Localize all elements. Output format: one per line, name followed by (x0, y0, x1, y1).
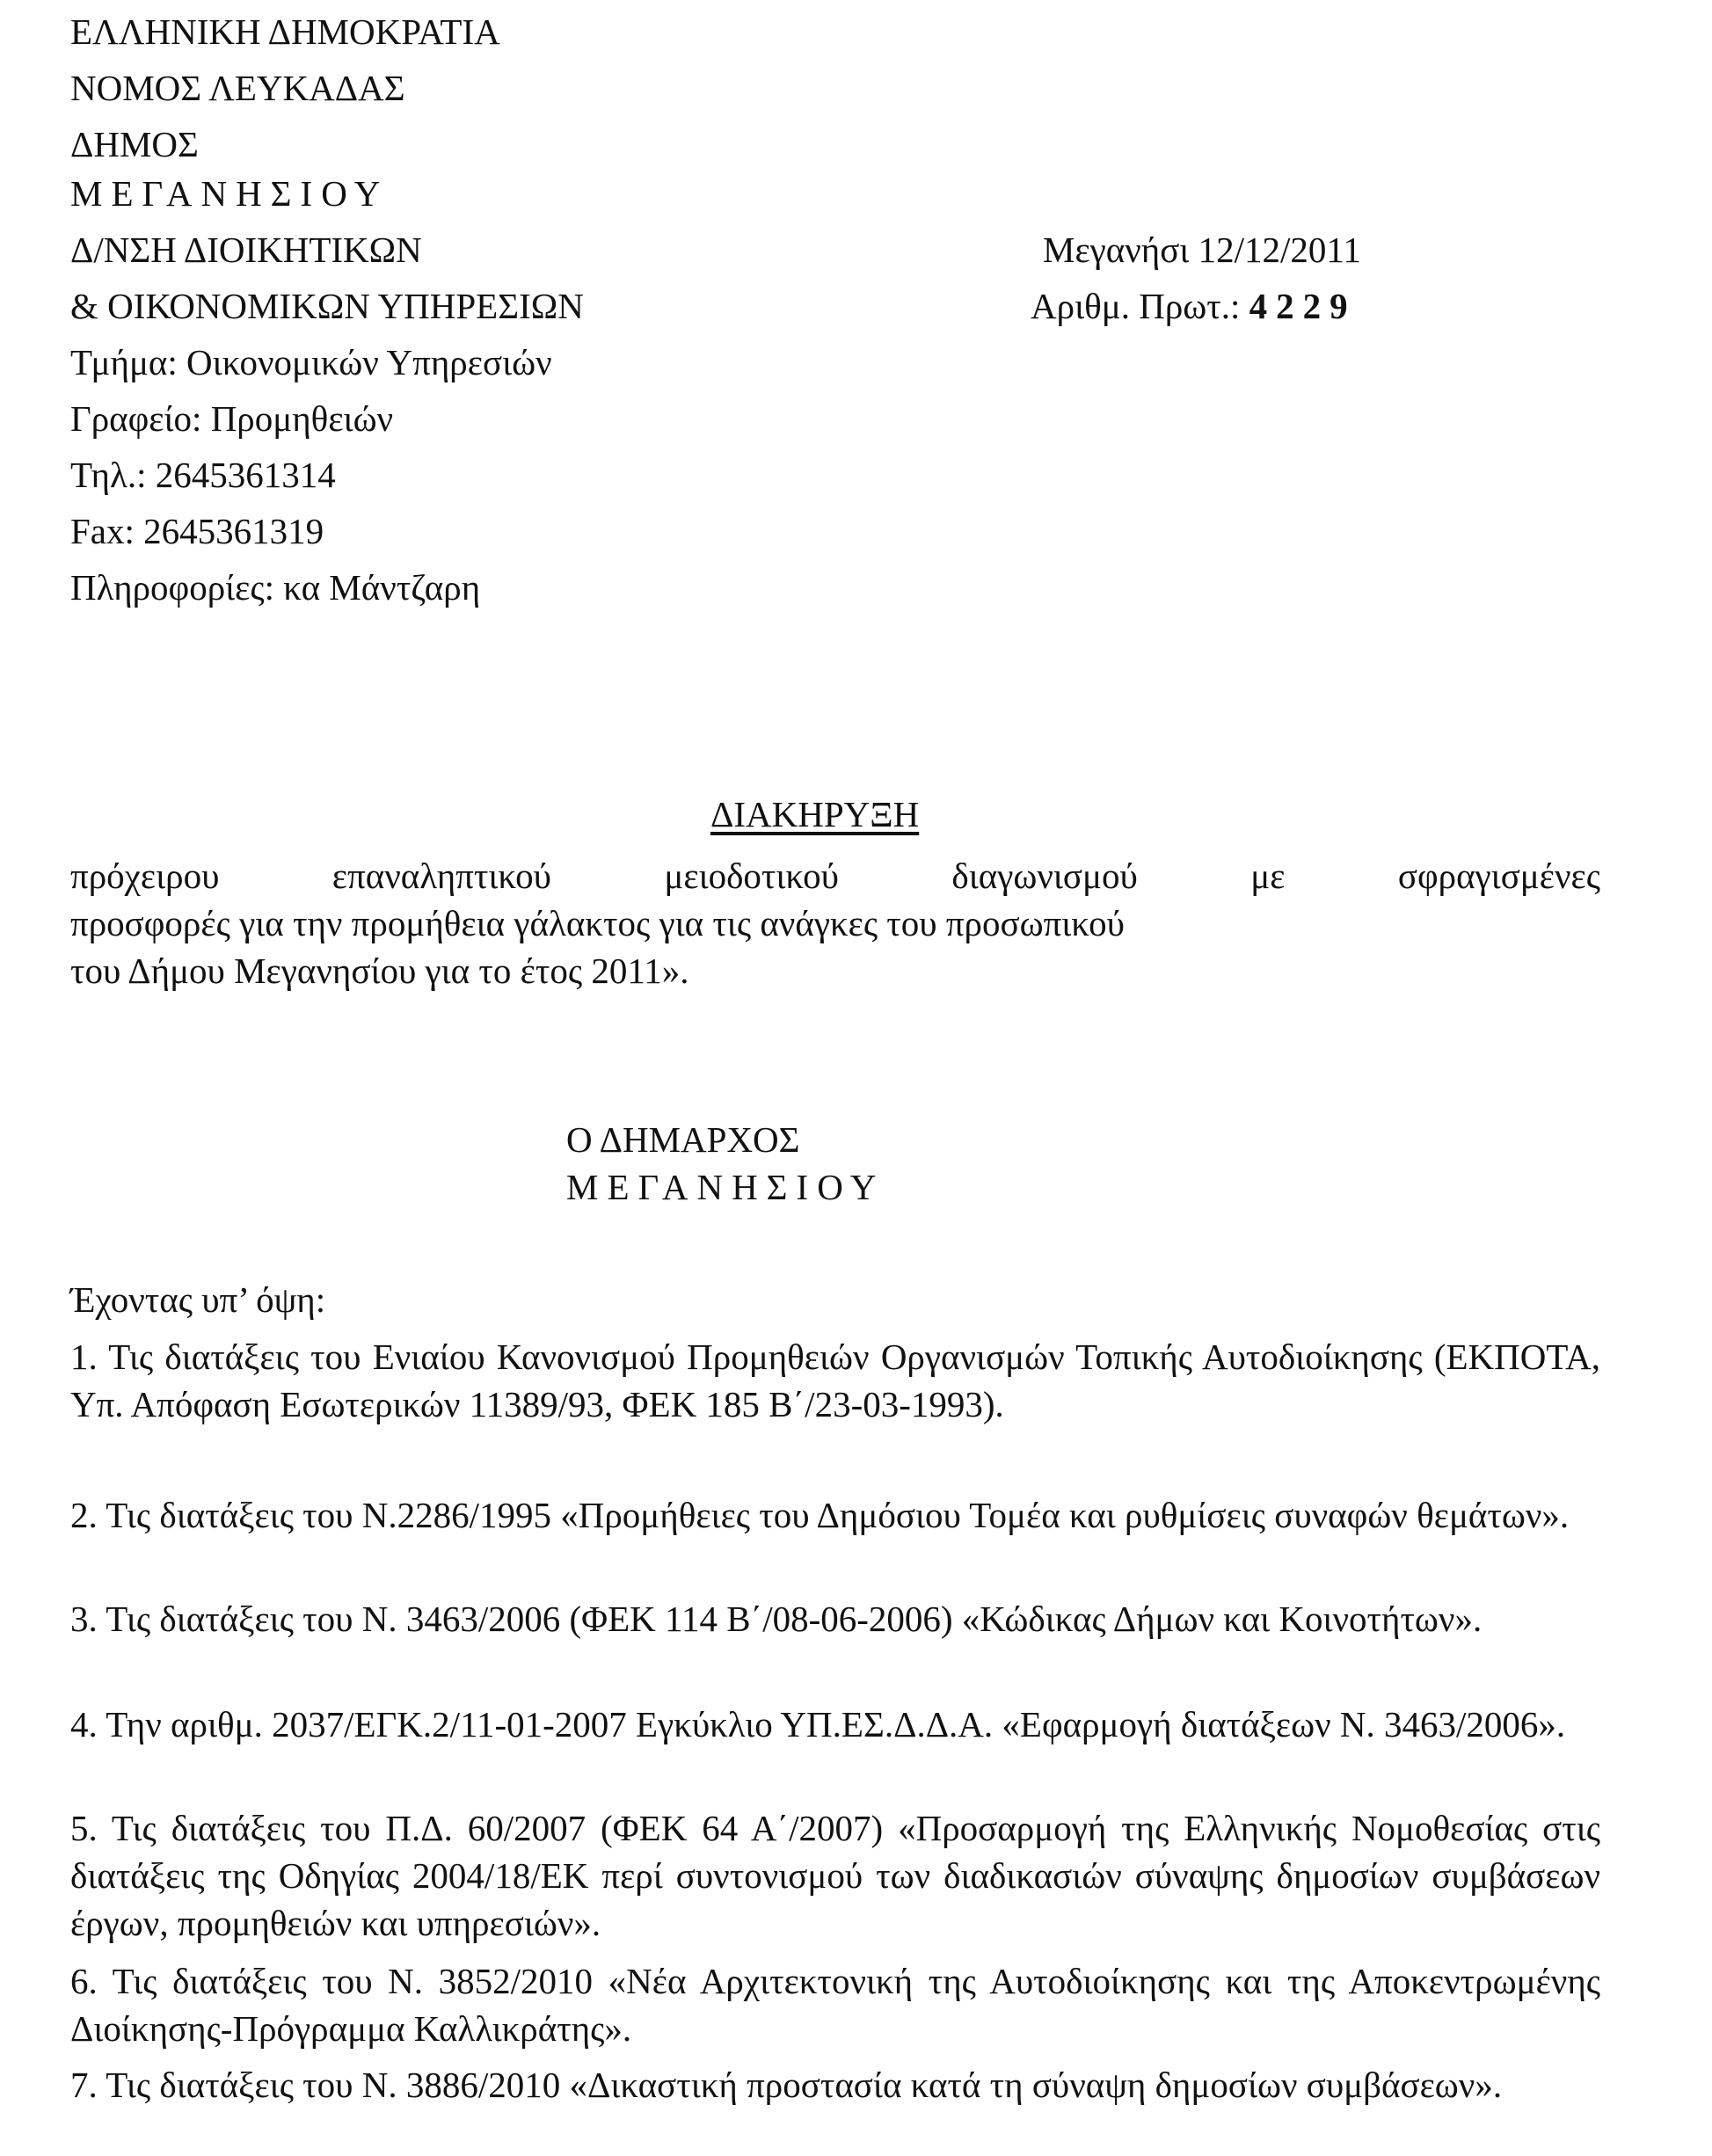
header-line-country: ΕΛΛΗΝΙΚΗ ΔΗΜΟΚΡΑΤΙΑ (70, 11, 500, 52)
list-item-4: 4. Την αριθμ. 2037/ΕΓΚ.2/11-01-2007 Εγκύκλιο ΥΠ.ΕΣ.Δ.Δ.Α. «Εφαρμογή διατάξεων Ν. 3463/2006». (70, 1704, 1566, 1744)
declaration-title: ΔΙΑΚΗΡΥΞΗ (710, 794, 920, 834)
header-line-info: Πληροφορίες: κα Μάντζαρη (70, 567, 481, 608)
list-item-7: 7. Τις διατάξεις του Ν. 3886/2010 «Δικαστική προστασία κατά τη σύναψη δημοσίων συμβάσεων». (70, 2065, 1503, 2105)
header-line-office: Γραφείο: Προμηθειών (70, 398, 394, 439)
list-item-3: 3. Τις διατάξεις του Ν. 3463/2006 (ΦΕΚ 114 Β΄/08-06-2006) «Κώδικας Δήμων και Κοινοτήτων». (70, 1599, 1483, 1639)
header-line-municipality: ΔΗΜΟΣ (70, 124, 199, 164)
header-line-services: & ΟΙΚΟΝΟΜΙΚΩΝ ΥΠΗΡΕΣΙΩΝ (70, 286, 584, 326)
header-line-department: Τμήμα: Οικονομικών Υπηρεσιών (70, 342, 552, 382)
list-item-6: 6. Τις διατάξεις του Ν. 3852/2010 «Νέα Αρχιτεκτονική της Αυτοδιοίκησης και της Αποκεντρωμένης Διοίκησης-Πρόγραμμα Καλλικράτης». (70, 1961, 1600, 2049)
declaration-subject-line-1: πρόχειρου επαναληπτικού μειοδοτικού διαγωνισμού με σφραγισμένες (70, 856, 1600, 896)
list-item-5: 5. Τις διατάξεις του Π.Δ. 60/2007 (ΦΕΚ 64 Α΄/2007) «Προσαρμογή της Ελληνικής Νομοθεσίας στις διατάξεις της Οδηγίας 2004/18/ΕΚ περί συντονισμού των διαδικασιών σύναψης δημοσίων συμβάσεων έργων, προμηθειών και υπηρεσιών». (70, 1808, 1600, 1943)
declaration-subject-line-3: του Δήμου Μεγανησίου για το έτος 2011». (70, 951, 689, 991)
considering-heading: Έχοντας υπ’ όψη: (70, 1279, 326, 1320)
header-line-municipality-name: ΜΕΓΑΝΗΣΙΟΥ (70, 173, 390, 214)
place-date: Μεγανήσι 12/12/2011 (1043, 229, 1361, 270)
protocol-label: Αριθμ. Πρωτ.: (1031, 286, 1241, 326)
header-line-fax: Fax: 2645361319 (70, 511, 324, 551)
protocol-line (1031, 285, 1357, 328)
declaration-subject-line-2: προσφορές για την προμήθεια γάλακτος για τις ανάγκες του προσωπικού (70, 903, 1125, 943)
header-line-directorate: Δ/ΝΣΗ ΔΙΟΙΚΗΤΙΚΩΝ (70, 229, 422, 270)
header-line-phone: Τηλ.: 2645361314 (70, 455, 336, 495)
mayor-municipality: ΜΕΓΑΝΗΣΙΟΥ (566, 1167, 885, 1207)
mayor-title: Ο ΔΗΜΑΡΧΟΣ (566, 1119, 800, 1160)
protocol-number: 4229 (1249, 286, 1357, 326)
list-item-2: 2. Τις διατάξεις του Ν.2286/1995 «Προμήθειες του Δημόσιου Τομέα και ρυθμίσεις συναφών θεμάτων». (70, 1495, 1570, 1535)
list-item-1: 1. Τις διατάξεις του Ενιαίου Κανονισμού Προμηθειών Οργανισμών Τοπικής Αυτοδιοίκησης (ΕΚΠΟΤΑ, Υπ. Απόφαση Εσωτερικών 11389/93, ΦΕΚ 185 Β΄/23-03-1993). (70, 1337, 1600, 1424)
header-line-prefecture: ΝΟΜΟΣ ΛΕΥΚΑΔΑΣ (70, 68, 405, 108)
